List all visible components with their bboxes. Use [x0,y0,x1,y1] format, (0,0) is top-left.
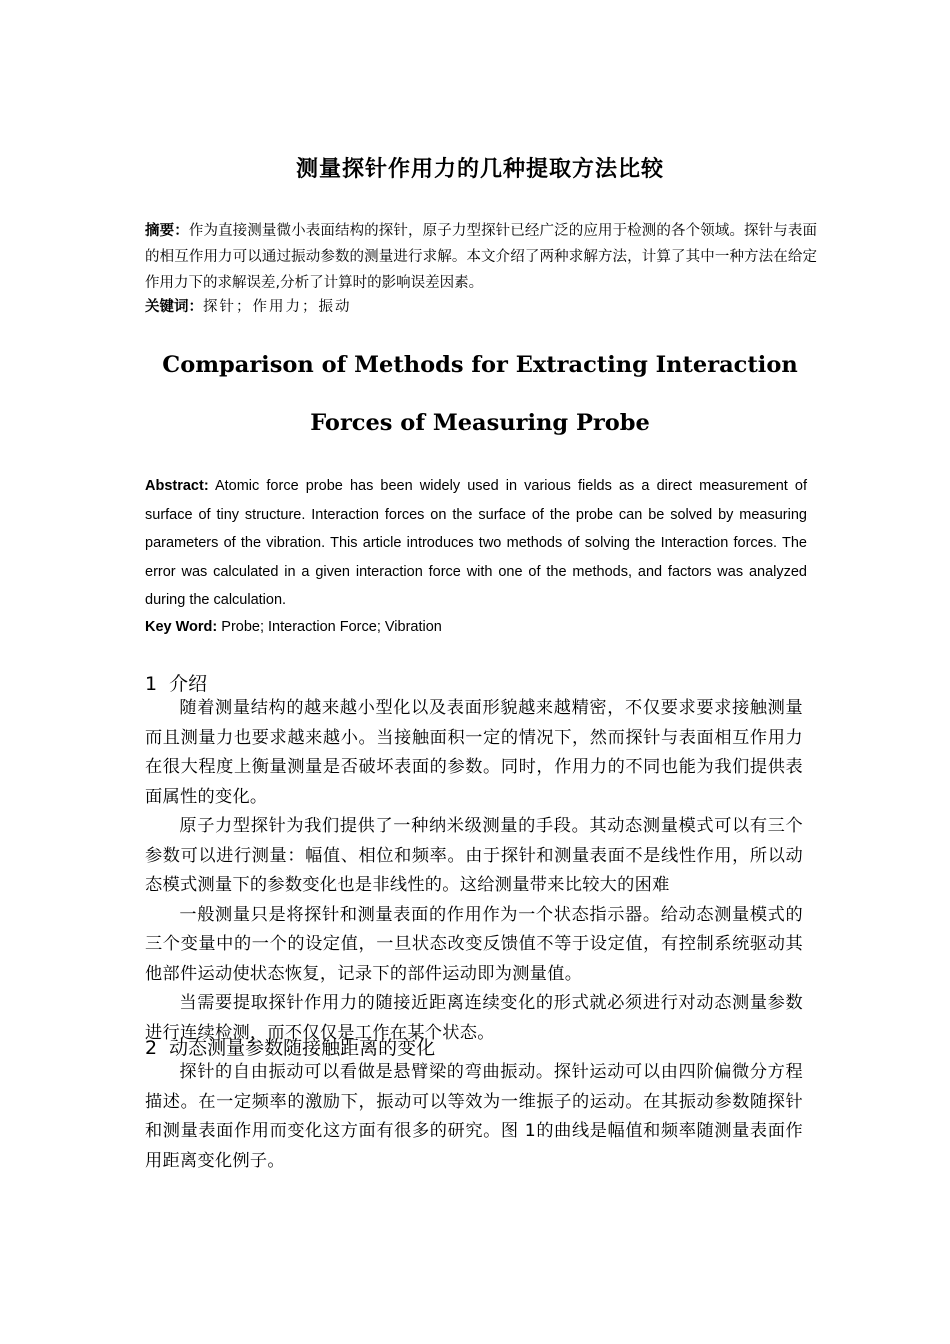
paragraph: 随着测量结构的越来越小型化以及表面形貌越来越精密，不仅要求要求接触测量而且测量力也要求越来越小。当接触面积一定的情况下，然而探针与表面相互作用力在很大程度上衡量测量是否破坏表面的参数。同时，作用力的不同也能为我们提供表面属性的变化。 [145,698,803,807]
chinese-keywords-label: 关键词： [145,299,203,315]
section-title: 介绍 [169,673,208,695]
section-1-body [145,694,803,1048]
section-number: 2 [145,1037,158,1059]
paragraph: 探针的自由振动可以看做是悬臂梁的弯曲振动。探针运动可以由四阶偏微分方程描述。在一定频率的激励下，振动可以等效为一维振子的运动。在其振动参数随探针和测量表面作用而变化这方面有很多的研究。图 1的曲线是幅值和频率随测量表面作用距离变化例子。 [145,1062,803,1171]
paragraph: 原子力型探针为我们提供了一种纳米级测量的手段。其动态测量模式可以有三个参数可以进行测量：幅值、相位和频率。由于探针和测量表面不是线性作用，所以动态模式测量下的参数变化也是非线性的。这给测量带来比较大的困难 [145,816,803,895]
chinese-abstract [145,218,817,296]
paragraph: 当需要提取探针作用力的随接近距离连续变化的形式就必须进行对动态测量参数进行连续检测，而不仅仅是工作在某个状态。 [145,993,803,1043]
chinese-title: 测量探针作用力的几种提取方法比较 [295,157,664,182]
chinese-keywords [145,295,815,319]
section-2-body [145,1058,803,1176]
chinese-abstract-label: 摘要： [145,223,189,239]
english-keywords-label: Key Word: [145,619,218,635]
chinese-keywords-text: 探针；作用力；振动 [203,299,352,315]
english-abstract [145,472,807,615]
english-title-line-1: Comparison of Methods for Extracting Interaction [162,352,798,378]
section-title: 动态测量参数随接触距离的变化 [169,1037,436,1059]
english-abstract-text: Atomic force probe has been widely used in various fields as a direct measurement of surface of tiny structure. Interaction forces on the surface of the probe can be solved by measuring parameters of the vibration. This article introduces two methods of solving the Interaction forces. The error was calculated in a given interaction force with one of the methods, and factors was analyzed during the calculation. [145,478,807,609]
english-abstract-label: Abstract: [145,478,209,494]
english-keywords-text: Probe; Interaction Force; Vibration [217,619,442,635]
english-keywords [145,614,807,640]
section-number: 1 [145,673,158,695]
chinese-abstract-text: 作为直接测量微小表面结构的探针，原子力型探针已经广泛的应用于检测的各个领域。探针与表面的相互作用力可以通过振动参数的测量进行求解。本文介绍了两种求解方法，计算了其中一种方法在给定作用力下的求解误差,分析了计算时的影响误差因素。 [145,223,818,291]
english-title-line-2: Forces of Measuring Probe [310,410,650,436]
paragraph: 一般测量只是将探针和测量表面的作用作为一个状态指示器。给动态测量模式的三个变量中的一个的设定值，一旦状态改变反馈值不等于设定值，有控制系统驱动其他部件运动使状态恢复，记录下的部件运动即为测量值。 [145,904,803,984]
